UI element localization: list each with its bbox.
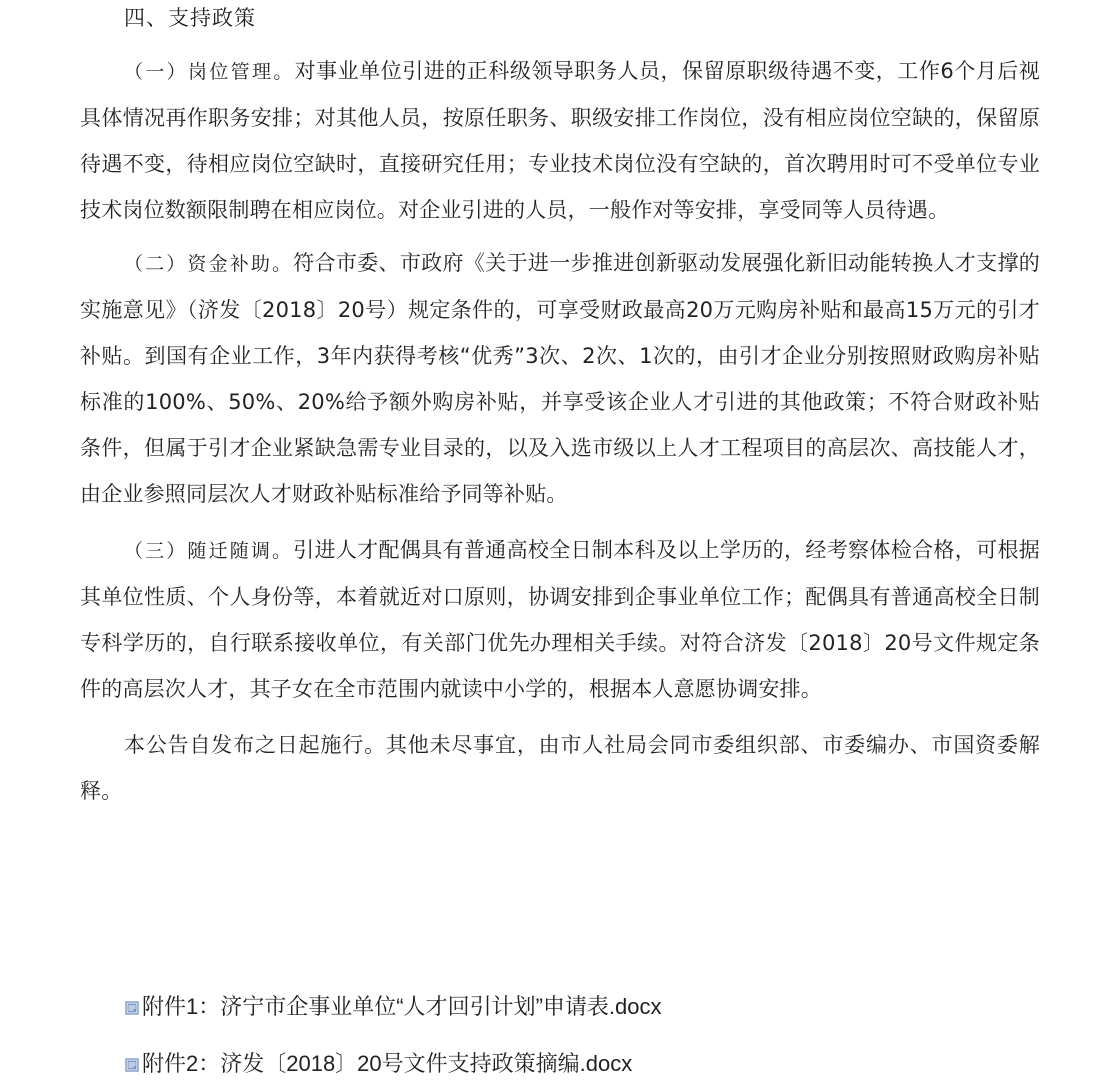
paragraph-text: 引进人才配偶具有普通高校全日制本科及以上学历的，经考察体检合格，可根据其单位性质、个人身份等，本着就近对口原则，协调安排到企事业单位工作；配偶具有普通高校全日制专科学历的，自行联系接收单位，有关部门优先办理相关手续。对符合济发〔2018〕20号文件规定条件的高层次人才，其子女在全市范围内就读中小学的，根据本人意愿协调安排。	[80, 538, 1040, 701]
paragraph-subtitle: （三）随迁随调。	[124, 540, 294, 562]
paragraph-announcement-effective	[80, 722, 1040, 814]
attachment-label[interactable]: 附件2：济发〔2018〕20号文件支持政策摘编.docx	[142, 1050, 633, 1076]
paragraph-subtitle: （一）岗位管理。	[124, 61, 295, 83]
document-body	[80, 0, 1040, 814]
paragraph-subtitle: （二）资金补助。	[124, 253, 294, 275]
attachment-list	[125, 985, 1025, 1082]
paragraph-text: 符合市委、市政府《关于进一步推进创新驱动发展强化新旧动能转换人才支撑的实施意见》（济发〔2018〕20号）规定条件的，可享受财政最高20万元购房补贴和最高15万元的引才补贴。到国有企业工作，3年内获得考核“优秀”3次、2次、1次的，由引才企业分别按照财政购房补贴标准的100%、50%、20%给予额外购房补贴，并享受该企业人才引进的其他政策；不符合财政补贴条件，但属于引才企业紧缺急需专业目录的，以及入选市级以上人才工程项目的高层次、高技能人才，由企业参照同层次人才财政补贴标准给予同等补贴。	[80, 251, 1040, 506]
docx-file-icon	[125, 1058, 139, 1072]
attachment-link-2[interactable]	[125, 1042, 1025, 1082]
paragraph-family-relocation	[80, 527, 1040, 712]
paragraph-funding-subsidy	[80, 240, 1040, 517]
attachment-link-1[interactable]	[125, 985, 1025, 1025]
paragraph-position-management	[80, 48, 1040, 233]
docx-file-icon	[125, 1001, 139, 1015]
section-heading: 四、支持政策	[124, 6, 256, 30]
paragraph-text: 对事业单位引进的正科级领导职务人员，保留原职级待遇不变，工作6个月后视具体情况再作职务安排；对其他人员，按原任职务、职级安排工作岗位，没有相应岗位空缺的，保留原待遇不变，待相应岗位空缺时，直接研究任用；专业技术岗位没有空缺的，首次聘用时可不受单位专业技术岗位数额限制聘在相应岗位。对企业引进的人员，一般作对等安排，享受同等人员待遇。	[80, 59, 1040, 222]
attachment-label[interactable]: 附件1：济宁市企事业单位“人才回引计划”申请表.docx	[142, 993, 662, 1019]
paragraph-text: 本公告自发布之日起施行。其他未尽事宜，由市人社局会同市委组织部、市委编办、市国资委解释。	[80, 733, 1040, 803]
